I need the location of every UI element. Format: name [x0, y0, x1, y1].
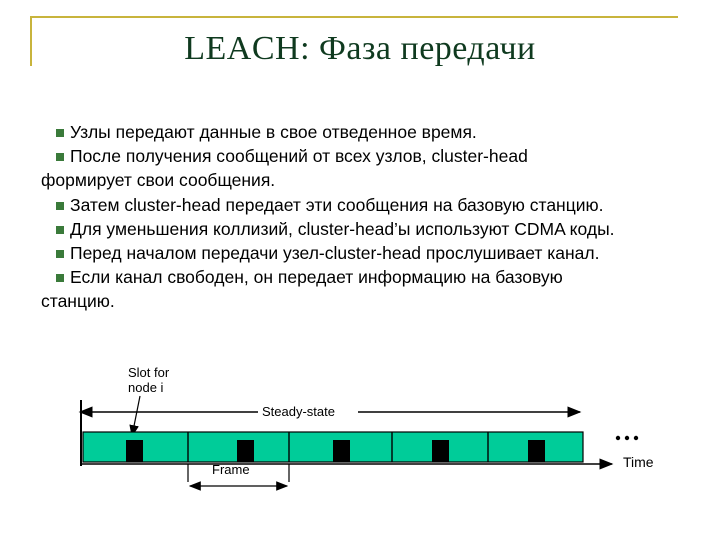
continuation-dot [625, 436, 629, 440]
node-slot [333, 440, 350, 462]
bullet-text: Перед началом передачи узел-cluster-head прослушивает канал. [70, 243, 600, 264]
continuation-dot [634, 436, 638, 440]
bullet-text: Если канал свободен, он передает информацию на базовую [70, 267, 563, 288]
bullet-text: Узлы передают данные в свое отведенное время. [70, 122, 477, 142]
slide-title: LEACH: Фаза передачи [184, 30, 536, 67]
bullet-text: формирует свои сообщения. [41, 170, 276, 191]
node-slot [126, 440, 143, 462]
continuation-dot [616, 436, 620, 440]
node-slot [237, 440, 254, 462]
slot-label-line1: Slot for [128, 365, 170, 380]
bullet-text: После получения сообщений от всех узлов, cluster-head [70, 146, 528, 167]
bullet-text: Затем cluster-head передает эти сообщения на базовую станцию. [70, 194, 604, 215]
node-slot [432, 440, 449, 462]
time-label: Time [623, 454, 654, 470]
slot-label-line2: node i [128, 380, 164, 395]
slot-pointer-arrow [132, 396, 140, 436]
bullet-text: Для уменьшения коллизий, cluster-head’ы используют CDMA коды. [70, 218, 615, 239]
node-slot [528, 440, 545, 462]
frame-label: Frame [212, 462, 250, 477]
bullet-text: станцию. [41, 291, 115, 312]
steady-state-label: Steady-state [262, 404, 335, 419]
